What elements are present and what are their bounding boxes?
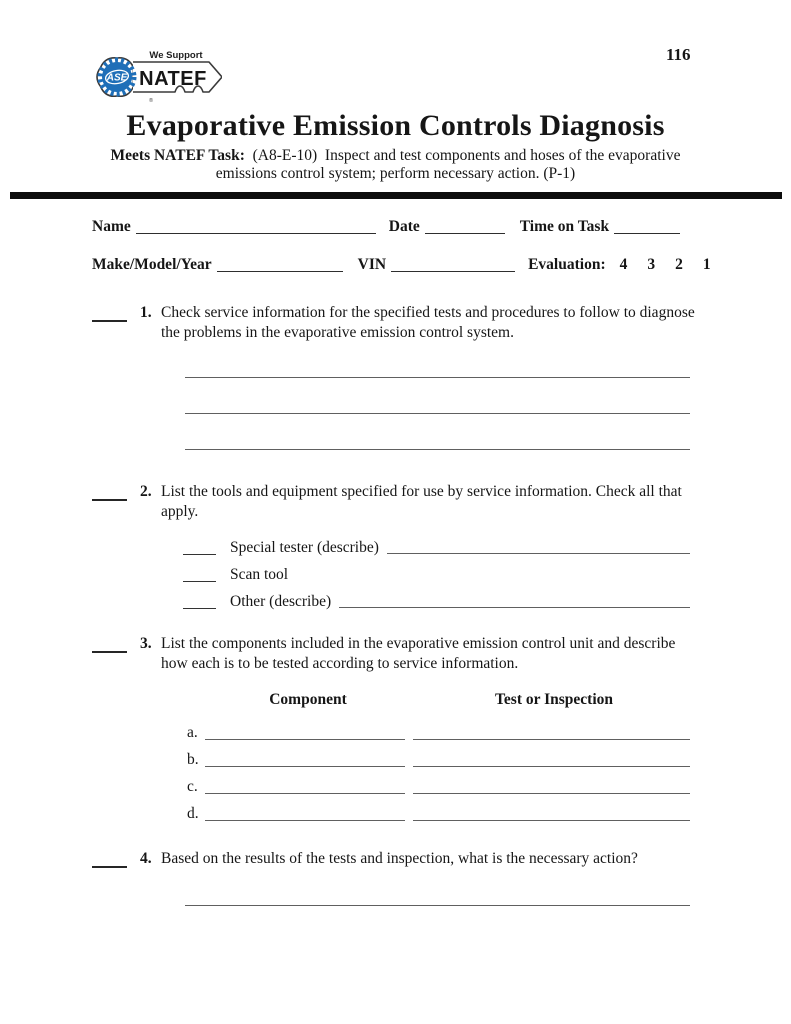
task-item-2 bbox=[92, 482, 701, 522]
test-line-d[interactable] bbox=[413, 820, 690, 821]
name-field-line[interactable] bbox=[136, 233, 376, 234]
task-line-2: emissions control system; perform necessary action. (P-1) bbox=[215, 165, 576, 182]
item-number-1: 1. bbox=[140, 304, 152, 321]
other-describe-line[interactable] bbox=[339, 607, 690, 608]
logo-name: NATEF bbox=[139, 68, 207, 90]
item1-answer-line-1[interactable] bbox=[185, 377, 690, 378]
task-status-blank-3[interactable] bbox=[92, 634, 127, 653]
item1-answer-line-2[interactable] bbox=[185, 413, 690, 414]
vin-label: VIN bbox=[357, 256, 387, 273]
date-field-line[interactable] bbox=[425, 233, 505, 234]
row-label-c: c. bbox=[187, 778, 198, 795]
option-row-other bbox=[183, 592, 690, 611]
task-status-blank-4[interactable] bbox=[92, 849, 127, 868]
item-number-2: 2. bbox=[140, 483, 152, 500]
special-tester-checkbox-blank[interactable] bbox=[183, 554, 216, 555]
row-label-b: b. bbox=[187, 751, 199, 768]
component-column-header: Component bbox=[269, 691, 347, 708]
time-on-task-field-line[interactable] bbox=[614, 233, 680, 234]
task-status-blank-2[interactable] bbox=[92, 482, 127, 501]
registered-mark: ® bbox=[148, 98, 154, 104]
task-item-3 bbox=[92, 634, 701, 674]
test-or-inspection-column-header: Test or Inspection bbox=[495, 691, 613, 708]
evaluation-score-1: 1 bbox=[702, 256, 711, 273]
row-label-a: a. bbox=[187, 724, 198, 741]
test-line-c[interactable] bbox=[413, 793, 690, 794]
item-number-4: 4. bbox=[140, 850, 152, 867]
divider-bar bbox=[10, 192, 782, 199]
component-line-a[interactable] bbox=[205, 739, 405, 740]
vin-field-line[interactable] bbox=[391, 271, 515, 272]
task-line-1: Meets NATEF Task: (A8-E-10) Inspect and test components and hoses of the evaporative bbox=[110, 147, 681, 164]
other-checkbox-blank[interactable] bbox=[183, 608, 216, 609]
field-row-1 bbox=[92, 217, 680, 236]
task-status-blank-1[interactable] bbox=[92, 303, 127, 322]
task-label: Meets NATEF Task: bbox=[110, 147, 245, 164]
scan-tool-checkbox-blank[interactable] bbox=[183, 581, 216, 582]
special-tester-describe-line[interactable] bbox=[387, 553, 690, 554]
row-label-d: d. bbox=[187, 805, 199, 822]
page-number: 116 bbox=[666, 45, 691, 64]
make-model-year-label: Make/Model/Year bbox=[92, 256, 212, 273]
test-line-b[interactable] bbox=[413, 766, 690, 767]
item-number-3: 3. bbox=[140, 635, 152, 652]
doc-title: Evaporative Emission Controls Diagnosis bbox=[126, 109, 665, 142]
option-row-special-tester bbox=[183, 538, 690, 557]
evaluation-score-2: 2 bbox=[675, 256, 683, 273]
component-line-d[interactable] bbox=[205, 820, 405, 821]
evaluation-score-3: 3 bbox=[647, 256, 656, 273]
component-line-c[interactable] bbox=[205, 793, 405, 794]
name-label: Name bbox=[92, 218, 131, 235]
evaluation-label: Evaluation: bbox=[528, 256, 606, 273]
task-item-4 bbox=[92, 849, 701, 869]
field-row-2 bbox=[92, 255, 711, 274]
item-text-4: Based on the results of the tests and inspection, what is the necessary action? bbox=[161, 850, 638, 867]
natef-logo bbox=[88, 44, 222, 106]
other-label: Other (describe) bbox=[230, 593, 332, 610]
evaluation-score-4: 4 bbox=[619, 256, 628, 273]
component-row-a bbox=[187, 723, 690, 742]
component-row-d bbox=[187, 804, 690, 823]
task-item-1 bbox=[92, 303, 701, 343]
time-on-task-label: Time on Task bbox=[519, 218, 610, 235]
item4-answer-line[interactable] bbox=[185, 905, 690, 906]
logo-tagline: We Support bbox=[149, 50, 203, 61]
component-line-b[interactable] bbox=[205, 766, 405, 767]
component-row-c bbox=[187, 777, 690, 796]
item-text-1: Check service information for the specified tests and procedures to follow to diagnose the problems in the evaporative emission control system. bbox=[161, 304, 695, 341]
scan-tool-label: Scan tool bbox=[230, 566, 289, 583]
date-label: Date bbox=[388, 218, 420, 235]
test-line-a[interactable] bbox=[413, 739, 690, 740]
item-text-3: List the components included in the evaporative emission control unit and describe how each is to be tested according to service information. bbox=[161, 635, 676, 672]
option-row-scan-tool bbox=[183, 565, 690, 584]
item-text-2: List the tools and equipment specified for use by service information. Check all that apply. bbox=[161, 483, 682, 520]
special-tester-label: Special tester (describe) bbox=[230, 539, 379, 556]
svg-text:ASE: ASE bbox=[106, 72, 128, 84]
make-model-year-field-line[interactable] bbox=[217, 271, 343, 272]
item1-answer-line-3[interactable] bbox=[185, 449, 690, 450]
component-row-b bbox=[187, 750, 690, 769]
